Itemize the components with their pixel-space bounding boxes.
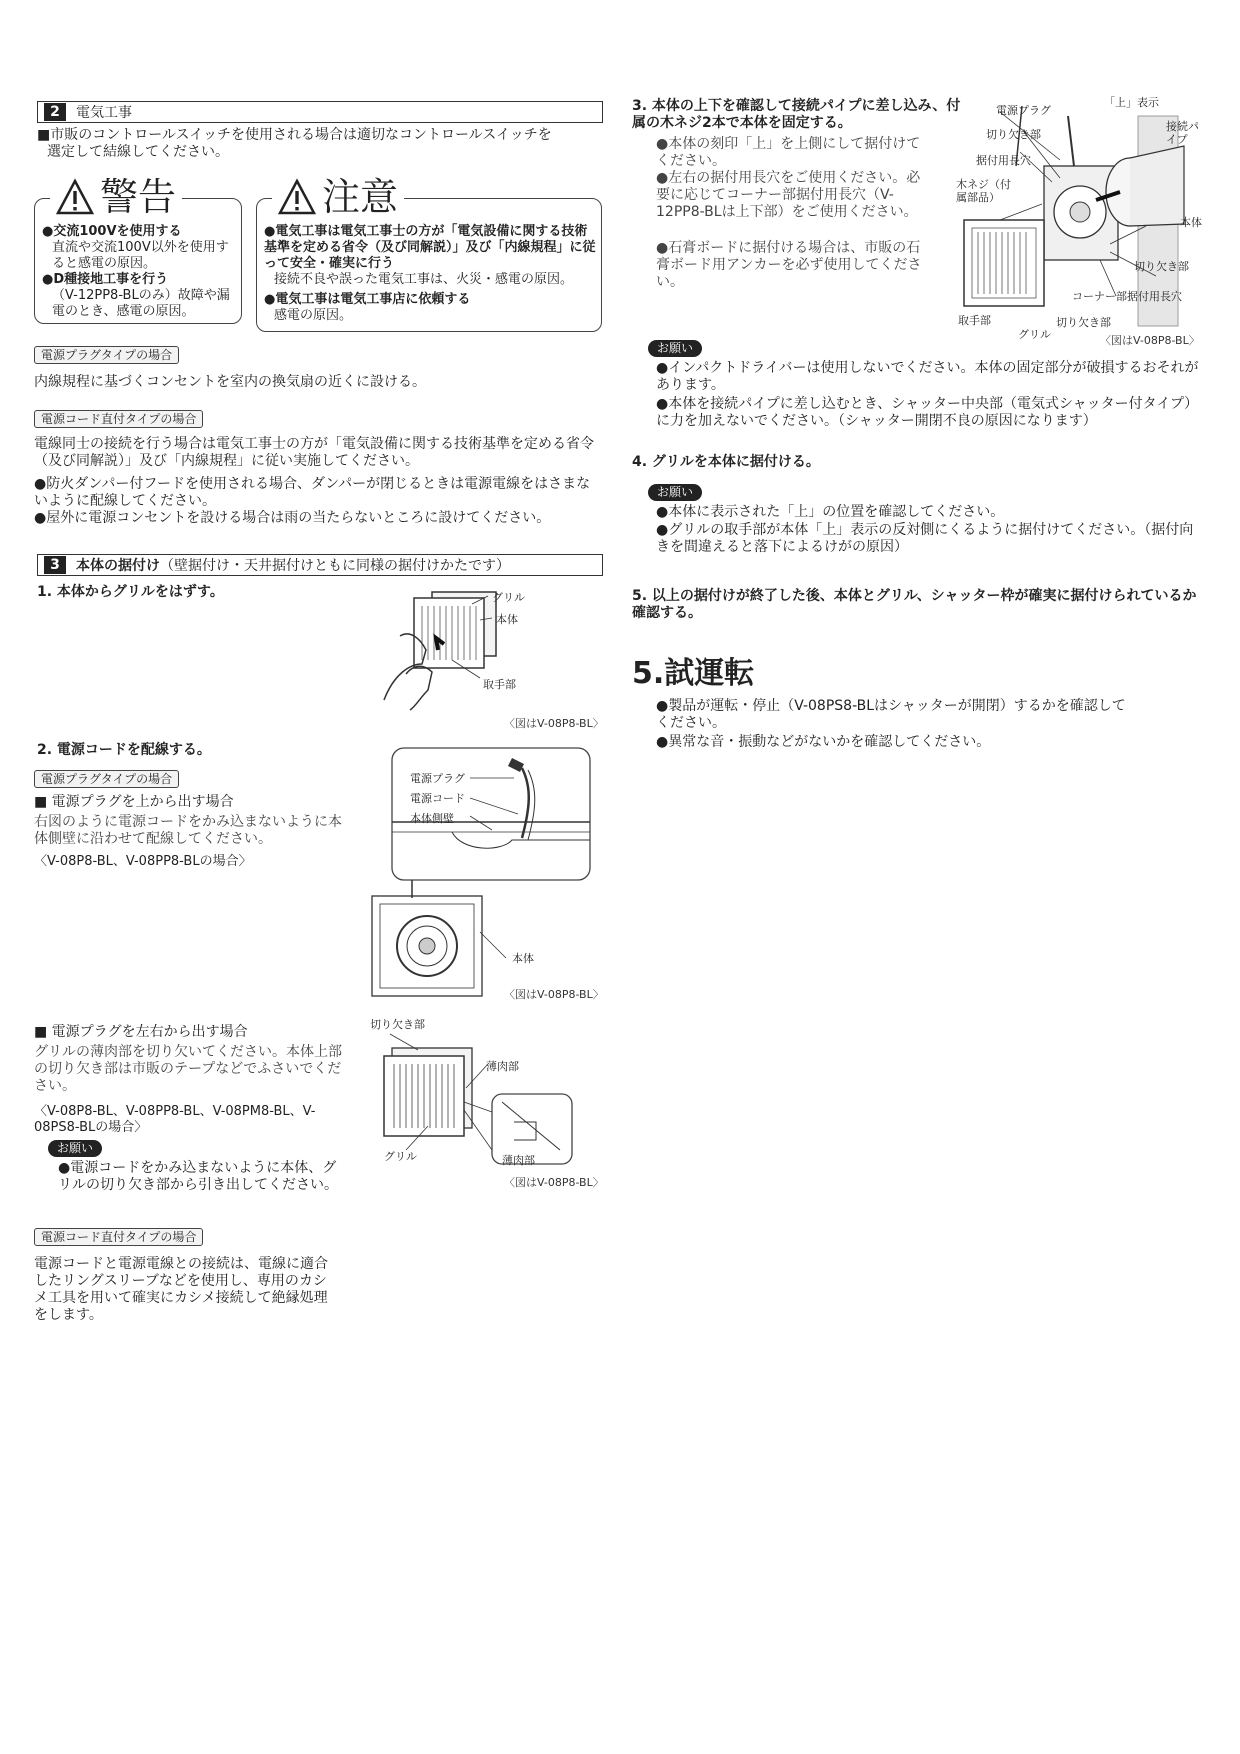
s3-plug-type-tag: 電源プラグタイプの場合 xyxy=(34,770,179,788)
fig1-label-grill: グリル xyxy=(492,591,525,604)
fig4-label-screw: 木ネジ（付属部品） xyxy=(956,178,1011,204)
caution-title: 注意 xyxy=(272,176,404,218)
cord-bullet: ●防火ダンパー付フードを使用される場合、ダンパーが閉じるときは電源電線をはさまないように配線してください。 xyxy=(34,476,591,509)
fig4-label-pipe: 接続パイプ xyxy=(1166,120,1199,146)
plug-side-models: 〈V-08P8-BL、V-08PP8-BL、V-08PM8-BL、V-08PS8-BLの場合〉 xyxy=(34,1104,316,1135)
warning-triangle-icon xyxy=(56,179,94,215)
s3-cord-type-text: 電源コードと電源電線との接続は、電線に適合したリングスリーブなどを使用し、専用のカシメ工具を用いて確実にカシメ接続して絶縁処理をします。 xyxy=(34,1256,328,1323)
fig4-label-up-mark: 「上」表示 xyxy=(1104,96,1159,109)
fig4-caption: 〈図はV-08P8-BL〉 xyxy=(1100,334,1200,347)
fig1-caption: 〈図はV-08P8-BL〉 xyxy=(504,717,604,730)
plug-top-text: 右図のように電源コードをかみ込まないように本体側壁に沿わせて配線してください。 xyxy=(34,814,342,847)
cord-bullet: ●屋外に電源コンセントを設ける場合は雨の当たらないところに設けてください。 xyxy=(34,510,551,526)
warning-item: ●D種接地工事を行う （V-12PP8-BLのみ）故障や漏電のとき、感電の原因。 xyxy=(42,272,230,319)
fig4-label-handle: 取手部 xyxy=(958,314,991,327)
cord-type-text: 電線同士の接続を行う場合は電気工事士の方が「電気設備に関する技術基準を定める省令（及び同解説）」及び「内線規程」に従い実施してください。 xyxy=(34,436,594,469)
caution-item: ●電気工事は電気工事士の方が「電気設備に関する技術基準を定める省令（及び同解説）」及び「内線規程」に従って安全・確実に行う 接続不良や誤った電気工事は、火災・感電の原因。 xyxy=(264,224,596,287)
s3-cord-type-tag: 電源コード直付タイプの場合 xyxy=(34,1228,203,1246)
trial-run-title: 5.試運転 xyxy=(632,656,755,691)
fig4-label-slot: 据付用長穴 xyxy=(976,154,1031,167)
fig2-label-body: 本体 xyxy=(512,952,534,965)
step-1: 1. 本体からグリルをはずす。 xyxy=(37,584,224,600)
fig4-label-plug: 電源プラグ xyxy=(996,104,1051,117)
step-5: 5. 以上の据付けが終了した後、本体とグリル、シャッター枠が確実に据付けられているか確認する。 xyxy=(632,588,1197,621)
section-title-note: （壁据付け・天井据付けともに同様の据付けかたです） xyxy=(160,558,510,574)
fig4-label-corner: コーナー部据付用長穴 xyxy=(1072,290,1182,303)
plug-side-head: ■ 電源プラグを左右から出す場合 xyxy=(34,1024,248,1040)
request1-pill: お願い xyxy=(648,340,702,357)
fig2-label-cord: 電源コード xyxy=(410,792,465,805)
fig4-label-notch3: 切り欠き部 xyxy=(1056,316,1111,329)
section-title: 本体の据付け xyxy=(76,558,160,574)
request2-item: ●グリルの取手部が本体「上」表示の反対側にくるように据付けてください。（据付向きを間違えると落下によるけがの原因） xyxy=(656,522,1194,555)
section-2-header xyxy=(37,101,603,123)
s2-intro: ■市販のコントロールスイッチを使用される場合は適切なコントロールスイッチを 選定して結線してください。 xyxy=(37,127,552,160)
fig3-leaders xyxy=(370,1030,570,1170)
fig2-label-side: 本体側壁 xyxy=(410,812,454,825)
fig4-label-body: 本体 xyxy=(1180,216,1202,229)
fig3-caption: 〈図はV-08P8-BL〉 xyxy=(504,1176,604,1189)
plug-top-head: ■ 電源プラグを上から出す場合 xyxy=(34,794,234,810)
section-title: 電気工事 xyxy=(76,105,132,121)
trial-run-item: ●異常な音・振動などがないかを確認してください。 xyxy=(656,734,991,750)
fig4-label-notch1: 切り欠き部 xyxy=(986,128,1041,141)
trial-run-item: ●製品が運転・停止（V-08PS8-BLはシャッターが開閉）するかを確認してください。 xyxy=(656,698,1126,731)
section-3-header xyxy=(37,554,603,576)
request-text: ●電源コードをかみ込まないように本体、グリルの切り欠き部から引き出してください。 xyxy=(58,1160,338,1193)
step3-bullet: ●石膏ボードに据付ける場合は、市販の石膏ボード用アンカーを必ず使用してください。 xyxy=(656,240,922,290)
step-4: 4. グリルを本体に据付ける。 xyxy=(632,454,820,470)
fig3-label-grill: グリル xyxy=(384,1150,417,1163)
fig2-caption: 〈図はV-08P8-BL〉 xyxy=(504,988,604,1001)
caution-triangle-icon xyxy=(278,179,316,215)
fig1-label-body: 本体 xyxy=(496,613,518,626)
warning-title: 警告 xyxy=(50,176,182,218)
cord-type-tag: 電源コード直付タイプの場合 xyxy=(34,410,203,428)
request2-item: ●本体に表示された「上」の位置を確認してください。 xyxy=(656,504,1005,520)
request2-pill: お願い xyxy=(648,484,702,501)
fig3-label-thin2: 薄肉部 xyxy=(502,1154,535,1167)
fig2-label-plug: 電源プラグ xyxy=(410,772,465,785)
section-number: 2 xyxy=(44,103,66,121)
section-number: 3 xyxy=(44,556,66,574)
caution-item: ●電気工事は電気工事店に依頼する 感電の原因。 xyxy=(264,292,471,323)
step-3: 3. 本体の上下を確認して接続パイプに差し込み、付属の木ネジ2本で本体を固定する。 xyxy=(632,98,961,131)
request1-item: ●本体を接続パイプに差し込むとき、シャッター中央部（電気式シャッター付タイプ）に力を加えないでください。（シャッター開閉不良の原因になります） xyxy=(656,396,1199,429)
plug-type-text: 内線規程に基づくコンセントを室内の換気扇の近くに設ける。 xyxy=(34,374,426,390)
step-2: 2. 電源コードを配線する。 xyxy=(37,742,211,758)
warning-item: ●交流100Vを使用する 直流や交流100V以外を使用すると感電の原因。 xyxy=(42,224,229,271)
fig4-label-grill: グリル xyxy=(1018,328,1051,341)
step3-bullet: ●本体の刻印「上」を上側にして据付けてください。 xyxy=(656,136,921,169)
step3-bullet: ●左右の据付用長穴をご使用ください。必要に応じてコーナー部据付用長穴（V-12PP8-BLは上下部）をご使用ください。 xyxy=(656,170,921,220)
request1-item: ●インパクトドライバーは使用しないでください。本体の固定部分が破損するおそれがあります。 xyxy=(656,360,1199,393)
fig2-leaders xyxy=(470,770,590,920)
fig3-label-notch: 切り欠き部 xyxy=(370,1018,425,1031)
fig4-label-notch2: 切り欠き部 xyxy=(1134,260,1189,273)
plug-side-text: グリルの薄肉部を切り欠いてください。本体上部の切り欠き部は市販のテープなどでふさいでください。 xyxy=(34,1044,342,1094)
plug-top-models: 〈V-08P8-BL、V-08PP8-BLの場合〉 xyxy=(34,854,252,869)
plug-type-tag: 電源プラグタイプの場合 xyxy=(34,346,179,364)
fig3-label-thin1: 薄肉部 xyxy=(486,1060,519,1073)
request-pill: お願い xyxy=(48,1140,102,1157)
fig1-label-handle: 取手部 xyxy=(483,678,516,691)
